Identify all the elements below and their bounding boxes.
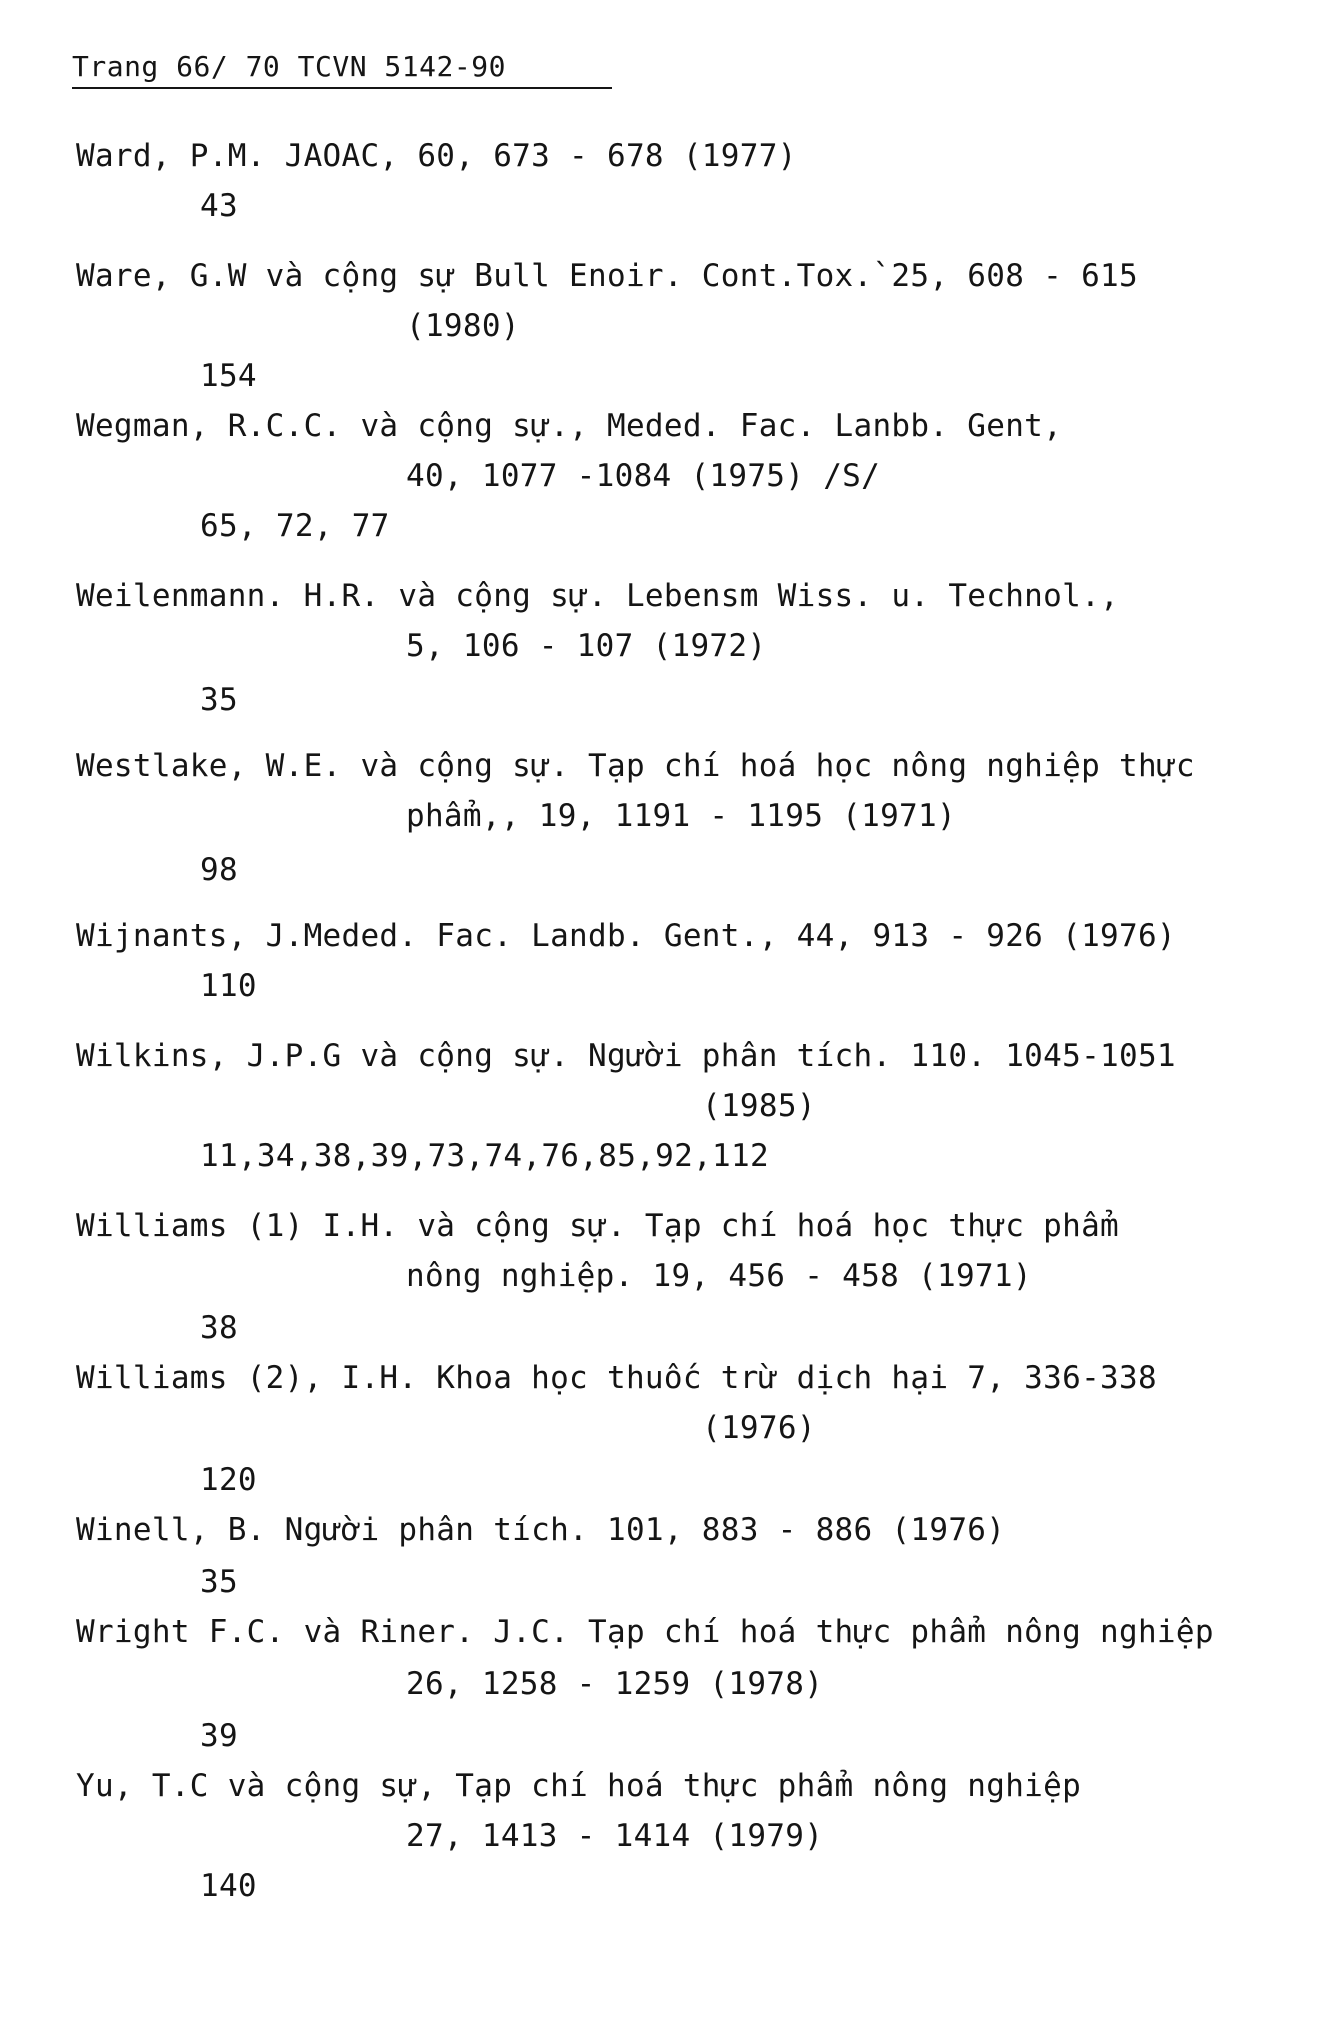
reference-entry-ward: Ward, P.M. JAOAC, 60, 673 - 678 (1977)	[76, 138, 797, 174]
reference-entry-wilkins: Wilkins, J.P.G và cộng sự. Người phân tích. 110. 1045-1051	[76, 1038, 1176, 1074]
reference-continuation: 26, 1258 - 1259 (1978)	[406, 1666, 824, 1702]
reference-entry-wijnants: Wijnants, J.Meded. Fac. Landb. Gent., 44, 913 - 926 (1976)	[76, 918, 1176, 954]
reference-pages: 120	[200, 1462, 257, 1498]
reference-entry-wright: Wright F.C. và Riner. J.C. Tạp chí hoá thực phẩm nông nghiệp	[76, 1614, 1214, 1650]
reference-pages: 35	[200, 682, 238, 718]
reference-pages: 38	[200, 1310, 238, 1346]
reference-pages: 39	[200, 1718, 238, 1754]
reference-entry-winell: Winell, B. Người phân tích. 101, 883 - 886 (1976)	[76, 1512, 1006, 1548]
page-header: Trang 66/ 70 TCVN 5142-90	[72, 50, 612, 89]
reference-entry-yu: Yu, T.C và cộng sự, Tạp chí hoá thực phẩm nông nghiệp	[76, 1768, 1082, 1804]
reference-continuation: nông nghiệp. 19, 456 - 458 (1971)	[406, 1258, 1032, 1294]
reference-pages: 98	[200, 852, 238, 888]
reference-pages: 11,34,38,39,73,74,76,85,92,112	[200, 1138, 769, 1174]
reference-continuation: 40, 1077 -1084 (1975) /S/	[406, 458, 881, 494]
reference-entry-weilenmann: Weilenmann. H.R. và cộng sự. Lebensm Wiss. u. Technol.,	[76, 578, 1119, 614]
reference-entry-westlake: Westlake, W.E. và cộng sự. Tạp chí hoá học nông nghiệp thực	[76, 748, 1195, 784]
reference-continuation: phẩm,, 19, 1191 - 1195 (1971)	[406, 798, 956, 834]
reference-pages: 140	[200, 1868, 257, 1904]
reference-entry-williams-1: Williams (1) I.H. và cộng sự. Tạp chí hoá học thực phẩm	[76, 1208, 1119, 1244]
reference-entry-ware: Ware, G.W và cộng sự Bull Enoir. Cont.Tox.`25, 608 - 615	[76, 258, 1138, 294]
reference-continuation: 27, 1413 - 1414 (1979)	[406, 1818, 824, 1854]
reference-pages: 35	[200, 1564, 238, 1600]
reference-pages: 65, 72, 77	[200, 508, 390, 544]
reference-entry-wegman: Wegman, R.C.C. và cộng sự., Meded. Fac. Lanbb. Gent,	[76, 408, 1063, 444]
reference-continuation: 5, 106 - 107 (1972)	[406, 628, 767, 664]
reference-pages: 43	[200, 188, 238, 224]
reference-entry-williams-2: Williams (2), I.H. Khoa học thuốc trừ dịch hại 7, 336-338	[76, 1360, 1157, 1396]
reference-continuation: (1985)	[702, 1088, 816, 1124]
reference-continuation: (1976)	[702, 1410, 816, 1446]
reference-continuation: (1980)	[406, 308, 520, 344]
reference-pages: 110	[200, 968, 257, 1004]
reference-pages: 154	[200, 358, 257, 394]
